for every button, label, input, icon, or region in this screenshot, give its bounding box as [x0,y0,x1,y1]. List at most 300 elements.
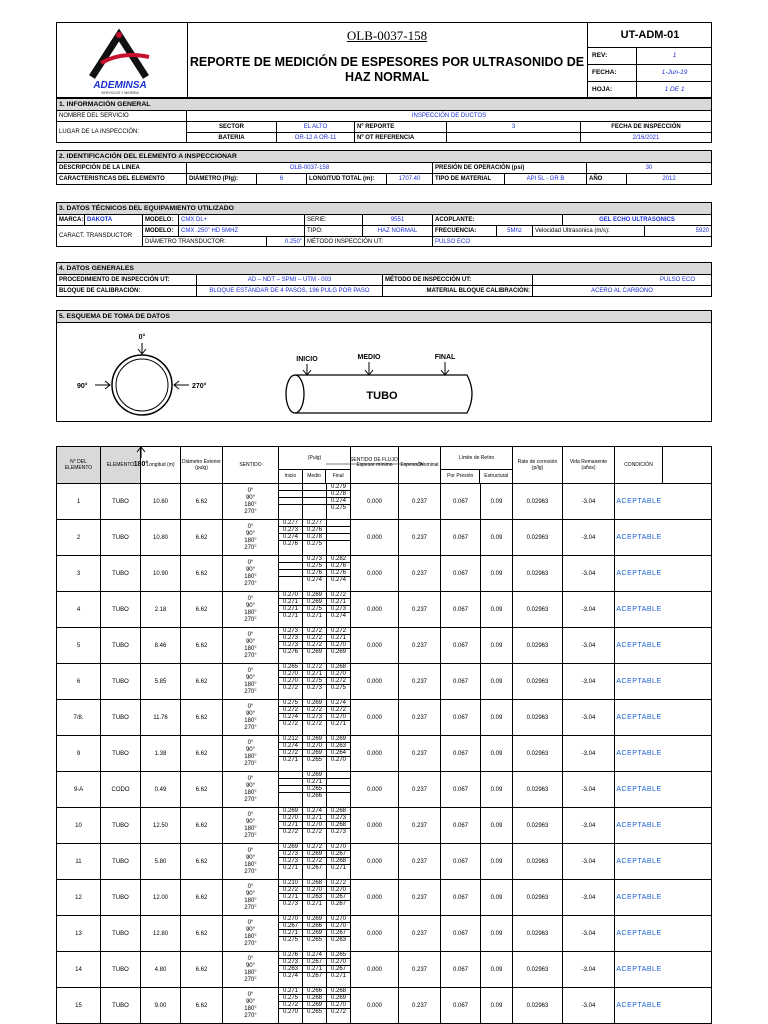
scheme-overlay [56,432,710,472]
thickness-reading: 0.270 [303,822,327,829]
thickness-reading: 0.271 [330,973,346,979]
thickness-reading: 0.269 [303,916,327,923]
remaining-life: -3.04 [563,952,615,987]
tdiam-value: 0.250" [267,237,305,247]
date-row [588,65,712,82]
thickness-reading: 0.270 [327,916,351,923]
diameter-value: 6.62 [181,772,223,807]
direction-label: 270° [244,724,257,731]
thickness-reading: 0.269 [303,592,327,599]
direction-cell [223,844,279,879]
direction-row [223,488,279,495]
thickness-cell [279,952,303,987]
thickness-cell [279,556,303,591]
element-type: TUBO [101,736,141,771]
couplant-value: GEL ECHO ULTRASONICS [599,217,675,223]
table-row [57,988,711,1023]
type-value: HAZ NORMAL [363,226,433,236]
thickness-cell [327,592,351,627]
pipe-inner-circle [116,359,168,411]
brand-value: DAKOTA [85,215,143,225]
thickness-reading: 0.271 [330,865,346,871]
line-label: DESCRIPCIÓN DE LA LINEA [57,163,187,173]
direction-label: 90° [245,710,256,717]
thickness-reading: 0.268 [303,880,327,887]
thickness-reading: 0.267 [327,966,351,973]
th-end: Final [332,473,344,479]
direction-label: 90° [245,746,256,753]
thickness-cell [303,736,327,771]
condition-badge: ACEPTABLE [616,966,662,973]
direction-cell [223,592,279,627]
structural-limit: 0.09 [481,664,513,699]
procedure-value: AD – NDT – SPMI – UTM - 003 [197,275,383,285]
th-thickness-unit: (Pulg) [279,447,350,470]
thickness-reading: 0.272 [279,1002,303,1009]
table-row [57,520,711,556]
corrosion-rate: 0.02963 [513,520,563,555]
direction-row [223,797,279,804]
direction-cell [223,736,279,771]
sector-value: EL ALTO [277,122,355,132]
arrow-left-icon [174,381,189,389]
remaining-life: -3.04 [563,736,615,771]
thickness-cell [279,520,303,555]
thickness-reading [279,793,303,800]
nominal-thickness: 0.237 [399,700,441,735]
thickness-reading: 0.273 [327,606,351,613]
nominal-thickness: 0.237 [399,988,441,1023]
thickness-reading: 0.275 [279,700,303,707]
remaining-life: -3.04 [563,664,615,699]
thickness-cell [279,988,303,1023]
thickness-reading [327,793,351,800]
remaining-life: -3.04 [563,484,615,519]
thickness-reading: 0.267 [306,865,322,871]
thickness-reading: 0.265 [327,952,351,959]
table-row [57,844,711,880]
thickness-reading: 0.271 [282,865,298,871]
length-value: 12.50 [141,808,181,843]
condition-badge: ACEPTABLE [616,570,662,577]
direction-cell [223,880,279,915]
thickness-cell [303,520,327,555]
min-thickness: 0.000 [351,844,399,879]
min-thickness: 0.000 [351,808,399,843]
thickness-reading: 0.275 [330,505,346,511]
direction-cell [223,700,279,735]
thickness-reading: 0.267 [279,923,303,930]
element-number: 1 [57,484,101,519]
table-row [57,592,711,628]
direction-row [223,941,279,948]
thickness-reading: 0.270 [327,642,351,649]
rev-label: REV: [588,48,637,64]
structural-limit: 0.09 [481,736,513,771]
thickness-reading: 0.273 [303,714,327,721]
direction-row [223,747,279,754]
ut-method-value: PULSO ECO [435,239,471,245]
brand-row [57,215,711,226]
insp-date-value: 2/16/2021 [632,135,660,141]
thickness-reading: 0.271 [279,930,303,937]
direction-row [223,545,279,552]
thickness-cell [279,844,303,879]
thickness-reading: 0.269 [303,772,327,779]
min-thickness: 0.000 [351,736,399,771]
th-life: Vida Remanente (años) [563,447,615,483]
structural-limit: 0.09 [481,700,513,735]
thickness-reading: 0.263 [327,743,351,750]
thickness-reading: 0.268 [327,808,351,815]
procedure-row [57,275,711,286]
min-thickness: 0.000 [351,520,399,555]
length-value: 10.90 [141,556,181,591]
pressure-label: PRESIÓN DE OPERACIÓN (psi) [433,163,587,173]
element-type: TUBO [101,808,141,843]
element-number: 3 [57,556,101,591]
section-general-data [56,262,712,297]
thickness-reading: 0.275 [303,678,327,685]
thickness-reading: 0.275 [279,995,303,1002]
thickness-reading: 0.271 [279,606,303,613]
direction-label: 0° [247,991,254,998]
direction-label: 270° [244,904,257,911]
element-type: TUBO [101,664,141,699]
direction-label: 90° [245,890,256,897]
block-material-label: MATERIAL BLOQUE CALIBRACIÓN: [383,286,533,296]
sector-label: SECTOR [187,122,277,132]
direction-row [223,675,279,682]
direction-row [223,632,279,639]
thickness-reading: 0.274 [306,577,322,583]
condition-badge: ACEPTABLE [616,894,662,901]
section-element-id [56,150,712,185]
thickness-reading: 0.269 [303,750,327,757]
section-title: 3. DATOS TÉCNICOS DEL EQUIPAMIENTO UTILIZADO [57,203,711,215]
th-long: Longitud (m) [141,447,181,483]
thickness-reading: 0.272 [303,642,327,649]
direction-label: 90° [245,998,256,1005]
direction-row [223,610,279,617]
remaining-life: -3.04 [563,916,615,951]
table-row [57,916,711,952]
thickness-reading: 0.270 [327,844,351,851]
company-logo [57,23,188,97]
thickness-reading: 0.271 [306,613,322,619]
condition-badge: ACEPTABLE [616,534,662,541]
length-value: 12.00 [141,880,181,915]
pressure-limit: 0.067 [441,808,481,843]
structural-limit: 0.09 [481,628,513,663]
thickness-reading: 0.273 [279,851,303,858]
thickness-reading [279,484,303,491]
thickness-reading: 0.274 [279,714,303,721]
thickness-reading: 0.269 [327,736,351,743]
thickness-reading: 0.268 [327,822,351,829]
thickness-reading: 0.276 [282,649,298,655]
thickness-reading: 0.269 [303,1002,327,1009]
direction-row [223,538,279,545]
direction-label: 180° [244,609,257,616]
section-title: 4. DATOS GENERALES [57,263,711,275]
model-label: MODELO: [143,215,179,225]
date-label: FECHA: [588,65,637,81]
thickness-reading: 0.273 [279,628,303,635]
pressure-limit: 0.067 [441,880,481,915]
nominal-thickness: 0.237 [399,844,441,879]
direction-row [223,725,279,732]
direction-row [223,574,279,581]
direction-label: 90° [245,818,256,825]
remaining-life: -3.04 [563,556,615,591]
nominal-thickness: 0.237 [399,628,441,663]
thickness-cell [327,664,351,699]
block-material-value: ACERO AL CARBONO [591,288,653,294]
thickness-reading: 0.273 [279,635,303,642]
direction-label: 180° [244,681,257,688]
corrosion-rate: 0.02963 [513,880,563,915]
corrosion-rate: 0.02963 [513,592,563,627]
table-row [57,628,711,664]
direction-cell [223,628,279,663]
th-elem: ELEMENTO [101,447,141,483]
thickness-reading: 0.277 [303,520,327,527]
report-title: REPORTE DE MEDICIÓN DE ESPESORES POR ULTRASONIDO DE HAZ NORMAL [189,55,585,84]
element-type: TUBO [101,628,141,663]
ot-label: Nº OT REFERENCIA [355,133,447,143]
length-value: 5.85 [141,664,181,699]
pipe-section-circle [112,355,172,415]
thickness-reading [327,527,351,534]
thickness-cell [303,664,327,699]
element-number: 12 [57,880,101,915]
direction-row [223,819,279,826]
element-type: TUBO [101,844,141,879]
th-enom: Espesor Nominal [399,447,441,483]
direction-label: 0° [247,523,254,530]
table-row [57,484,711,520]
thickness-reading: 0.271 [279,894,303,901]
min-thickness: 0.000 [351,484,399,519]
remaining-life: -3.04 [563,988,615,1023]
direction-row [223,509,279,516]
diameter-value: 6.62 [181,808,223,843]
element-type: TUBO [101,988,141,1023]
thickness-reading: 0.270 [327,671,351,678]
min-thickness: 0.000 [351,916,399,951]
direction-label: 180° [244,537,257,544]
thickness-cell [303,772,327,807]
element-number: 4 [57,592,101,627]
table-row [57,880,711,916]
arrow-right-icon [95,381,110,389]
sheet-value: 1 DE 1 [664,86,685,93]
thickness-reading: 0.267 [303,959,327,966]
deg-0-label: 0° [138,334,146,341]
tdiam-label: DIÁMETRO TRANSDUCTOR: [143,237,267,247]
thickness-cell [327,484,351,519]
th-structural: Estructural [484,473,509,479]
thickness-reading [279,570,303,577]
material-value: API 5L - GR B [505,174,587,184]
thickness-reading: 0.272 [282,829,298,835]
direction-cell [223,952,279,987]
condition-badge: ACEPTABLE [616,642,662,649]
direction-row [223,833,279,840]
min-thickness: 0.000 [351,664,399,699]
thickness-cell [327,988,351,1023]
direction-row [223,927,279,934]
revision-box [587,23,712,97]
line-row [57,163,711,174]
thickness-reading: 0.265 [306,757,322,763]
procedure-label: PROCEDIMIENTO DE INSPECCIÓN UT: [57,275,197,285]
thickness-reading [279,563,303,570]
pressure-limit: 0.067 [441,628,481,663]
direction-row [223,653,279,660]
battery-label: BATERIA [187,133,277,143]
corrosion-rate: 0.02963 [513,664,563,699]
corrosion-rate: 0.02963 [513,844,563,879]
thickness-reading: 0.268 [303,995,327,1002]
direction-row [223,956,279,963]
thickness-reading [303,491,327,498]
length-value: 12.80 [141,916,181,951]
direction-row [223,560,279,567]
min-thickness: 0.000 [351,952,399,987]
thickness-cell [279,664,303,699]
length-value: 5.80 [141,844,181,879]
thickness-reading [327,779,351,786]
thickness-cell [327,628,351,663]
condition-badge: ACEPTABLE [616,858,662,865]
thickness-reading: 0.274 [327,498,351,505]
thickness-reading: 0.275 [306,541,322,547]
battery-row [187,133,711,143]
thickness-reading: 0.274 [303,952,327,959]
direction-label: 90° [245,674,256,681]
thickness-reading: 0.273 [279,527,303,534]
char-label: CARACTERISTICAS DEL ELEMENTO [57,174,187,184]
sector-row [187,122,711,133]
date-value: 1-Jun-19 [661,69,688,76]
thickness-reading: 0.269 [303,851,327,858]
thickness-reading: 0.271 [279,988,303,995]
diameter-value: 6.62 [181,988,223,1023]
direction-cell [223,520,279,555]
thickness-reading: 0.271 [279,599,303,606]
thickness-reading: 0.270 [327,959,351,966]
thickness-reading: 0.270 [330,757,346,763]
direction-row [223,992,279,999]
end-label: FINAL [434,354,456,361]
type-label: TIPO: [305,226,363,236]
direction-label: 0° [247,919,254,926]
thickness-reading [303,484,327,491]
thickness-cell [303,484,327,519]
thickness-reading [327,786,351,793]
corrosion-rate: 0.02963 [513,952,563,987]
thickness-reading: 0.276 [279,952,303,959]
element-type: TUBO [101,484,141,519]
direction-row [223,905,279,912]
report-sheet [56,22,712,1022]
element-number: 10 [57,808,101,843]
element-number: 9 [57,736,101,771]
battery-value: OR-12 A OR-11 [277,133,355,143]
thickness-cell [327,916,351,951]
year-label: AÑO [587,174,627,184]
pressure-limit: 0.067 [441,844,481,879]
thickness-reading: 0.272 [279,707,303,714]
diam-value: 6 [257,174,307,184]
direction-label: 270° [244,760,257,767]
thickness-reading [327,520,351,527]
thickness-cell [303,988,327,1023]
direction-label: 0° [247,811,254,818]
length-value: 0.49 [141,772,181,807]
direction-row [223,740,279,747]
section-data-scheme [56,310,712,422]
direction-label: 180° [244,933,257,940]
thickness-reading: 0.272 [306,721,322,727]
length-value: 4.80 [141,952,181,987]
thickness-reading: 0.264 [327,750,351,757]
table-body [57,484,711,1023]
thickness-cell [303,916,327,951]
direction-label: 270° [244,868,257,875]
direction-row [223,790,279,797]
sheet-row [588,82,712,98]
freq-value: 5Mhz [497,226,533,236]
remaining-life: -3.04 [563,844,615,879]
remaining-life: -3.04 [563,520,615,555]
element-number: 7/8. [57,700,101,735]
thickness-reading: 0.267 [327,894,351,901]
element-number: 11 [57,844,101,879]
element-number: 6 [57,664,101,699]
thickness-reading: 0.274 [330,613,346,619]
section-title: 5. ESQUEMA DE TOMA DE DATOS [57,311,711,323]
corrosion-rate: 0.02963 [513,700,563,735]
thickness-reading: 0.271 [282,613,298,619]
direction-cell [223,916,279,951]
thickness-reading: 0.272 [306,829,322,835]
direction-row [223,531,279,538]
place-grid [187,122,711,142]
thickness-reading: 0.271 [303,779,327,786]
service-label: NOMBRE DEL SERVICIO [57,111,187,121]
direction-label: 270° [244,508,257,515]
structural-limit: 0.09 [481,556,513,591]
structural-limit: 0.09 [481,808,513,843]
thickness-reading: 0.270 [303,743,327,750]
length-value: 11.76 [141,700,181,735]
middle-arrow-icon [365,362,373,375]
thickness-reading: 0.270 [303,887,327,894]
deg-180-label: 180° [133,461,149,468]
thickness-cell [303,556,327,591]
pressure-limit: 0.067 [441,556,481,591]
table-row [57,700,711,736]
thickness-cell [279,592,303,627]
thickness-cell [279,880,303,915]
diameter-value: 6.62 [181,556,223,591]
thickness-reading: 0.274 [330,577,346,583]
thickness-cell [279,484,303,519]
thickness-reading: 0.275 [330,685,346,691]
